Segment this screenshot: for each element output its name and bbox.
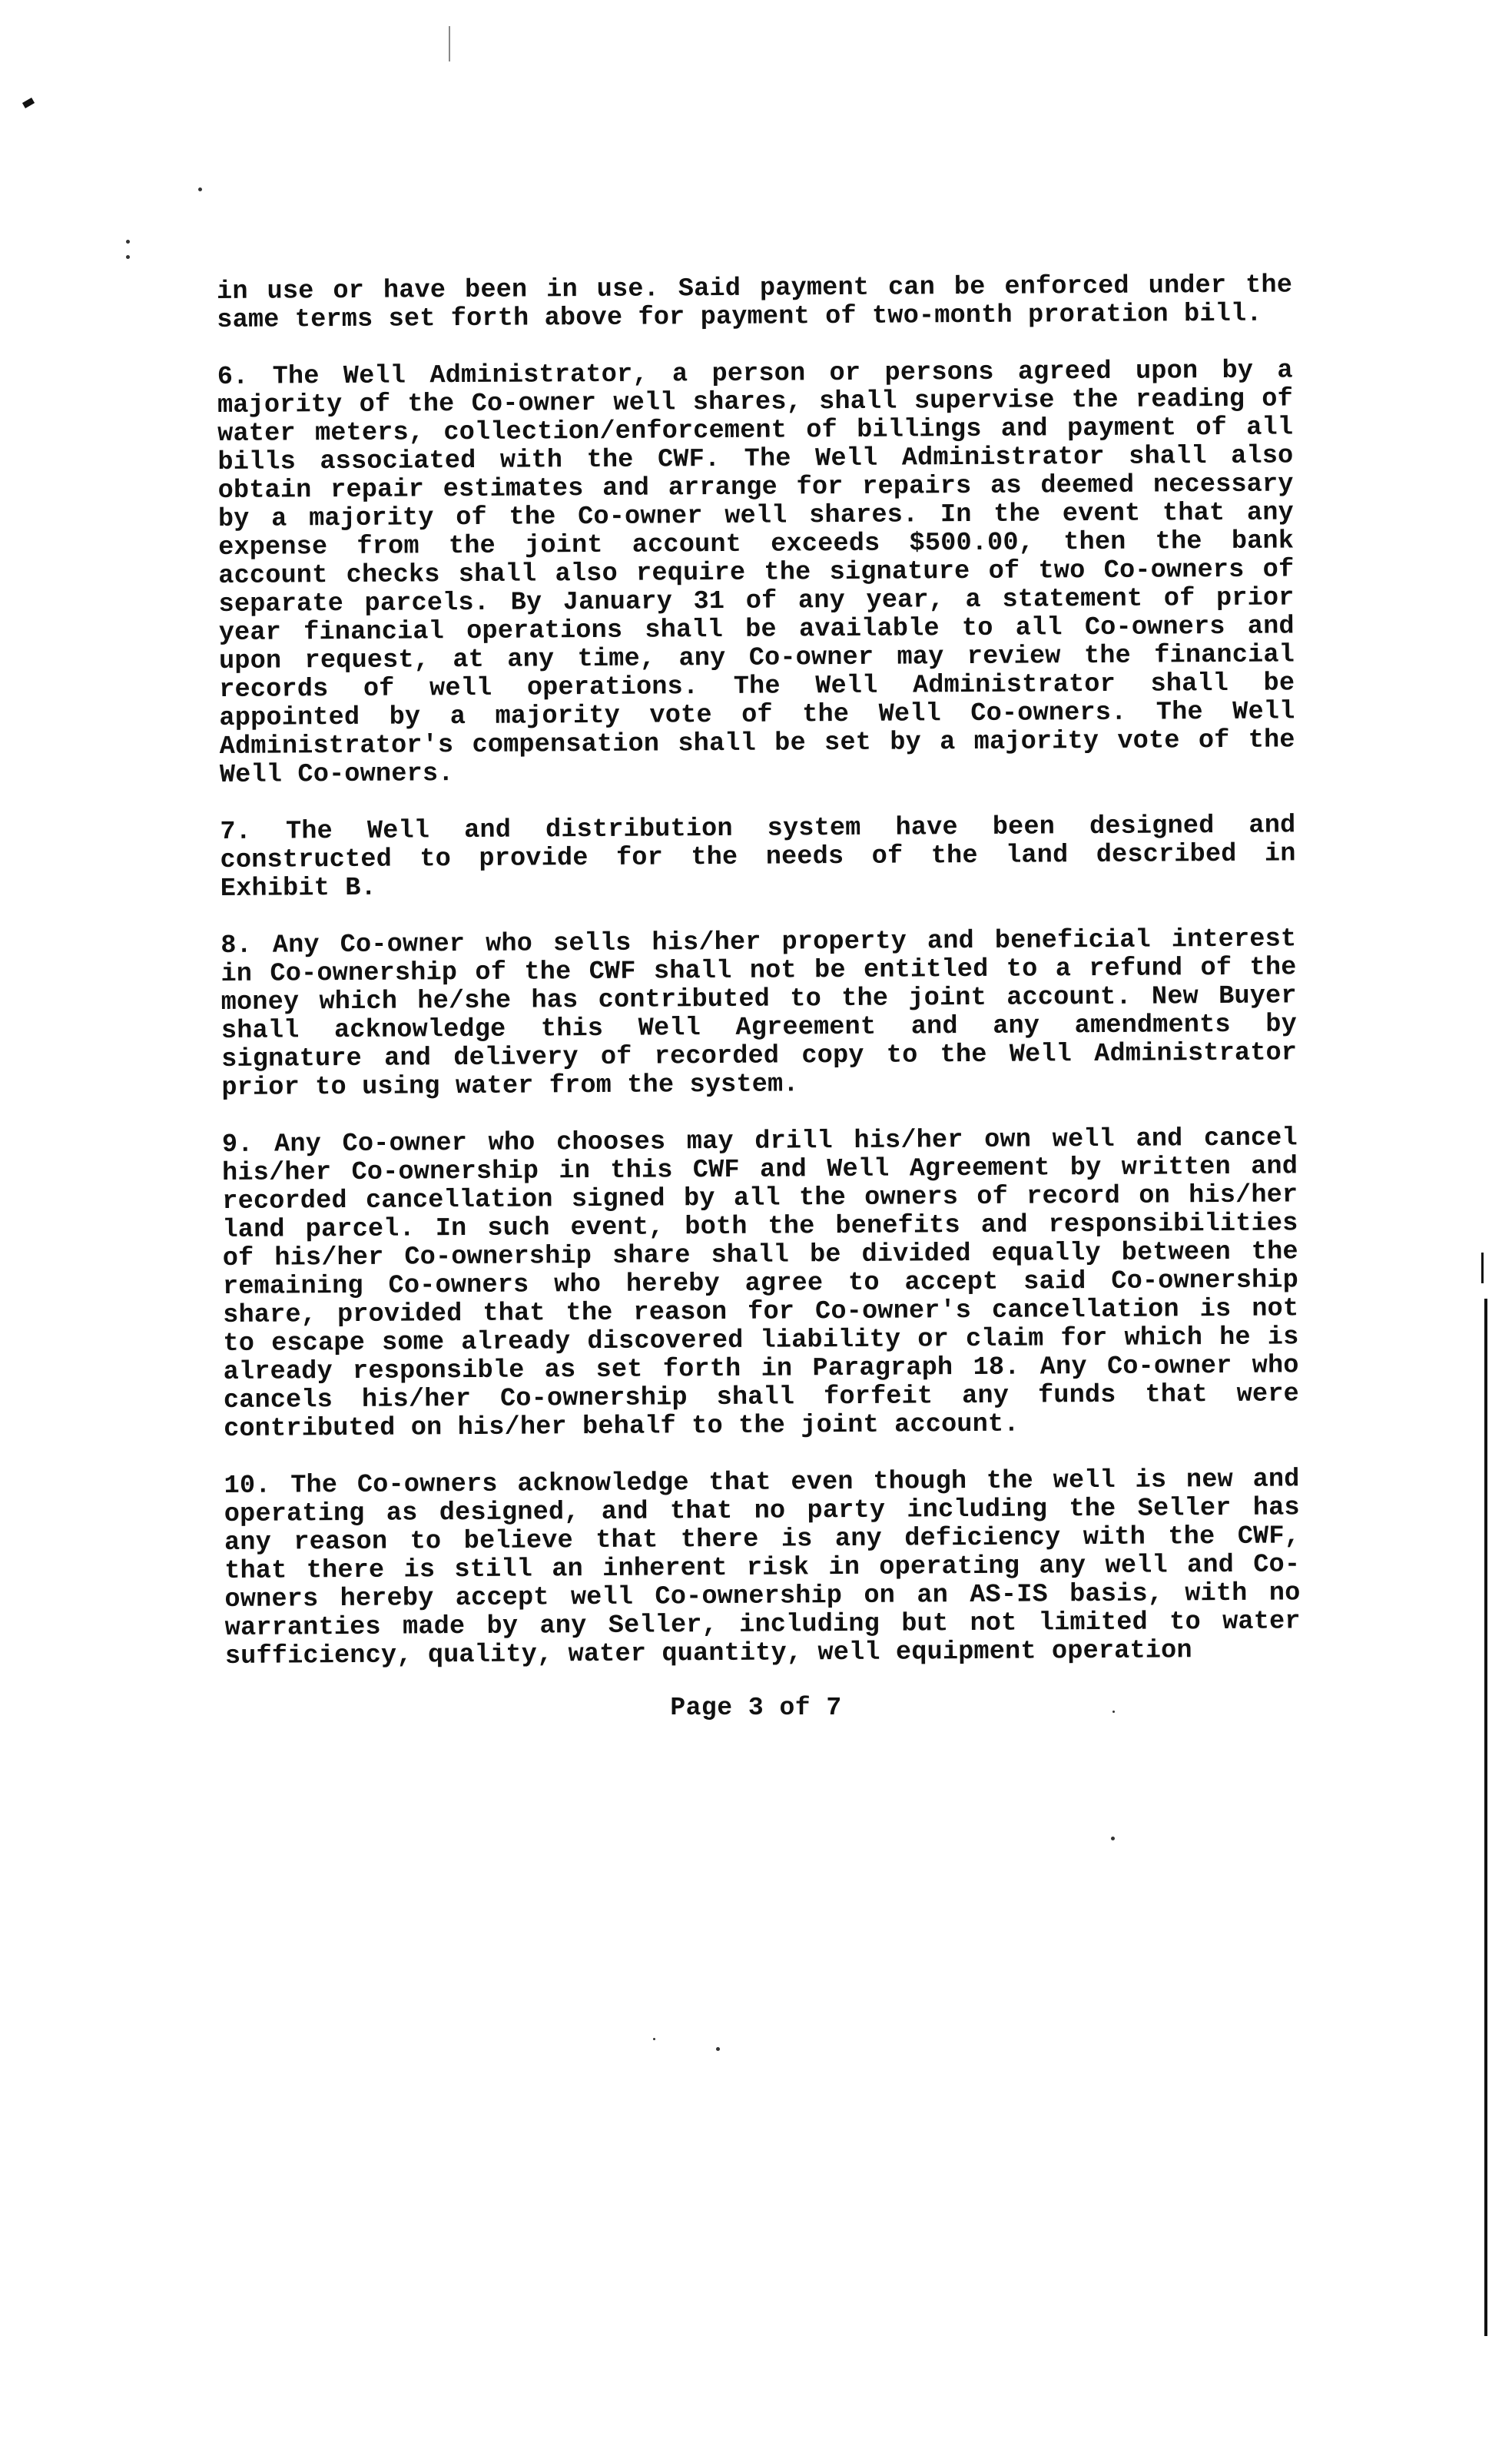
paragraph-10: 10. The Co-owners acknowledge that even though the well is new and operating as designed, and that no party including the Seller has any reason to believe that there is any deficiency with the CWF, that there is still an inherent risk in operating any well and Co-owners hereby accept well Co-ownership on an AS-IS basis, with no warranties made by any Seller, including but not limited to water sufficiency, quality, water quantity, well equipment operation <box>224 1465 1301 1671</box>
paragraph-8: 8. Any Co-owner who sells his/her property and beneficial interest in Co-ownership of the CWF shall not be entitled to a refund of the money which he/she has contributed to the joint account. New Buyer shall acknowledge this Well Agreement and any amendments by signature and delivery of recorded copy to the Well Administrator prior to using water from the system. <box>220 924 1298 1103</box>
paragraph-continuation: in use or have been in use. Said payment can be enforced under the same terms set forth above for payment of two-month proration bill. <box>216 270 1293 335</box>
scan-mark <box>449 26 450 61</box>
paragraph-6: 6. The Well Administrator, a person or persons agreed upon by a majority of the Co-owner well shares, shall supervise the reading of water meters, collection/enforcement of billings and payment of all bills associated with the CWF. The Well Administrator shall also obtain repair estimates and arrange for repairs as deemed necessary by a majority of the Co-owner well shares. In the event that any expense from the joint account exceeds $500.00, then the bank account checks shall also require the signature of two Co-owners of separate parcels. By January 31 of any year, a statement of prior year financial operations shall be available to all Co-owners and upon request, at any time, any Co-owner may review the financial records of well operations. The Well Administrator shall be appointed by a majority vote of the Well Co-owners. The Well Administrator's compensation shall be set by a majority vote of the Well Co-owners. <box>217 356 1295 790</box>
scan-dot <box>126 255 130 259</box>
paragraph-7: 7. The Well and distribution system have been designed and constructed to provide for the needs of the land described in Exhibit B. <box>220 811 1296 904</box>
scan-dot <box>653 2038 655 2040</box>
scan-dot <box>198 187 202 191</box>
scan-mark <box>1484 1299 1487 2336</box>
scan-mark <box>22 98 35 108</box>
page-number: Page 3 of 7 <box>670 1694 842 1722</box>
scan-dot <box>1111 1837 1115 1840</box>
scan-mark <box>1481 1253 1484 1283</box>
document-body <box>217 271 1301 1700</box>
scan-dot <box>126 240 130 244</box>
paragraph-9: 9. Any Co-owner who chooses may drill his/her own well and cancel his/her Co-ownership in this CWF and Well Agreement by written and recorded cancellation signed by all the owners of record on his/her land parcel. In such event, both the benefits and responsibilities of his/her Co-ownership share shall be divided equally between the remaining Co-owners who hereby agree to accept said Co-ownership share, provided that the reason for Co-owner's cancellation is not to escape some already discovered liability or claim for which he is already responsible as set forth in Paragraph 18. Any Co-owner who cancels his/her Co-ownership shall forfeit any funds that were contributed on his/her behalf to the joint account. <box>221 1123 1300 1444</box>
scan-dot <box>716 2047 720 2051</box>
